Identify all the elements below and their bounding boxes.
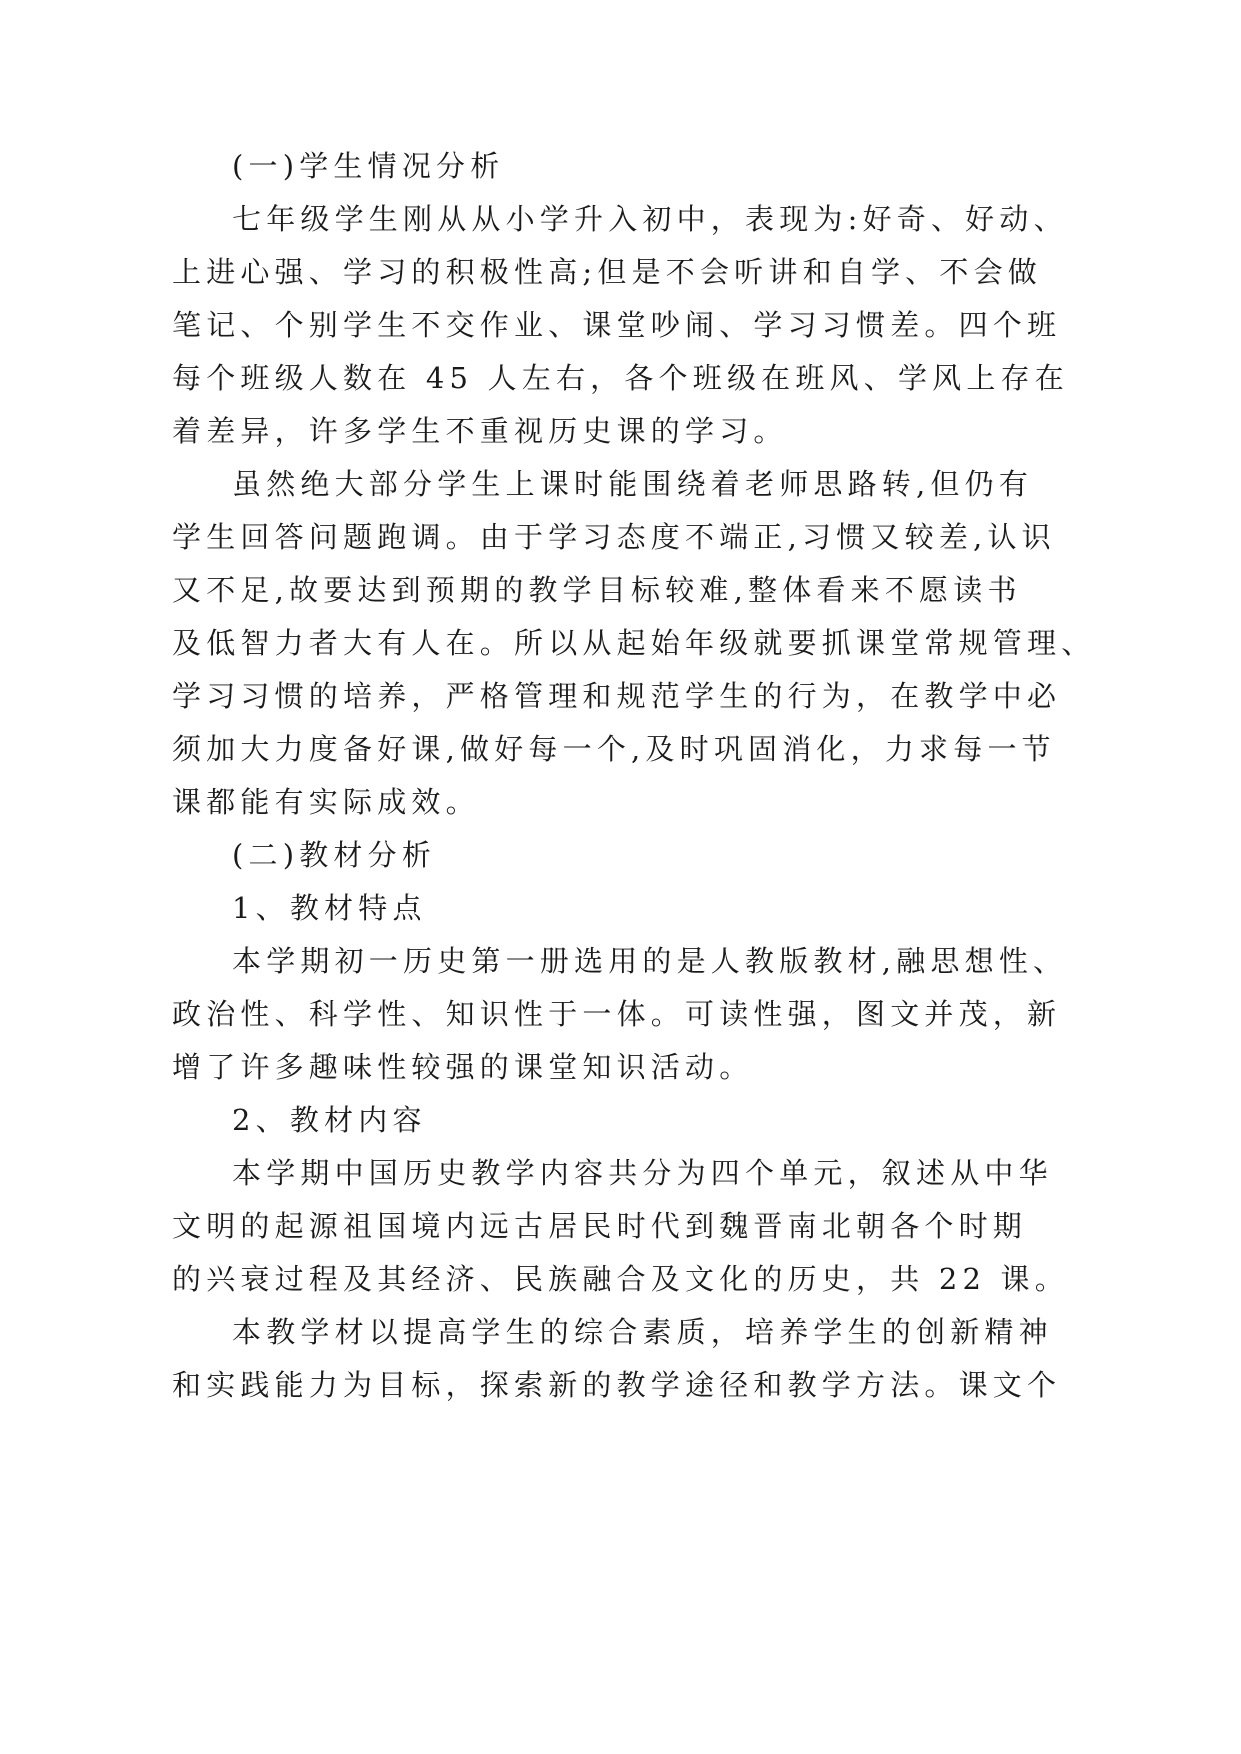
paragraph-line: 及低智力者大有人在。所以从起始年级就要抓课堂常规管理、 <box>172 626 1096 660</box>
paragraph-line: 政治性、科学性、知识性于一体。可读性强，图文并茂，新 <box>172 997 1062 1031</box>
paragraph-line: 着差异，许多学生不重视历史课的学习。 <box>172 414 788 448</box>
heading-textbook-analysis: (二)教材分析 <box>232 838 437 872</box>
paragraph-line: 课都能有实际成效。 <box>172 785 480 819</box>
paragraph-line: 本学期初一历史第一册选用的是人教版教材,融思想性、 <box>232 944 1068 978</box>
paragraph-line: 增了许多趣味性较强的课堂知识活动。 <box>172 1050 754 1084</box>
paragraph-line: 文明的起源祖国境内远古居民时代到魏晋南北朝各个时期 <box>172 1209 1028 1243</box>
paragraph-line: 须加大力度备好课,做好每一个,及时巩固消化，力求每一节 <box>172 732 1056 766</box>
paragraph-line: 的兴衰过程及其经济、民族融合及文化的历史，共 22 课。 <box>172 1262 1069 1296</box>
paragraph-line: 上进心强、学习的积极性高;但是不会听讲和自学、不会做 <box>172 255 1042 289</box>
paragraph-line: 本教学材以提高学生的综合素质，培养学生的创新精神 <box>232 1315 1053 1349</box>
paragraph-line: 学习习惯的培养，严格管理和规范学生的行为，在教学中必 <box>172 679 1062 713</box>
paragraph-line: 本学期中国历史教学内容共分为四个单元，叙述从中华 <box>232 1156 1053 1190</box>
paragraph-line: 七年级学生刚从从小学升入初中，表现为:好奇、好动、 <box>232 202 1068 236</box>
paragraph-line: 笔记、个别学生不交作业、课堂吵闹、学习习惯差。四个班 <box>172 308 1062 342</box>
subheading-textbook-features: 1、教材特点 <box>232 891 427 925</box>
paragraph-line: 又不足,故要达到预期的教学目标较难,整体看来不愿读书 <box>172 573 1022 607</box>
paragraph-line: 和实践能力为目标，探索新的教学途径和教学方法。课文个 <box>172 1368 1062 1402</box>
paragraph-line: 虽然绝大部分学生上课时能围绕着老师思路转,但仍有 <box>232 467 1034 501</box>
heading-student-analysis: (一)学生情况分析 <box>232 149 505 183</box>
subheading-textbook-content: 2、教材内容 <box>232 1103 427 1137</box>
paragraph-line: 学生回答问题跑调。由于学习态度不端正,习惯又较差,认识 <box>172 520 1056 554</box>
paragraph-line: 每个班级人数在 45 人左右，各个班级在班风、学风上存在 <box>172 361 1069 395</box>
